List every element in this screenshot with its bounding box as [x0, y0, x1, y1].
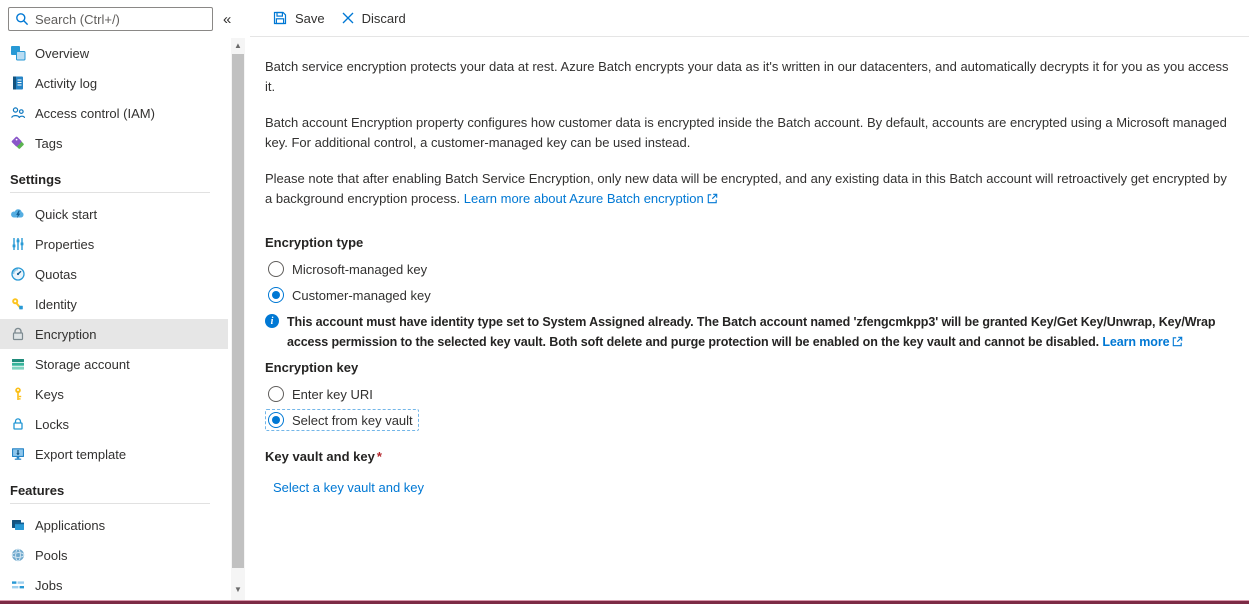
radio-label: Customer-managed key [292, 287, 431, 303]
sidebar-item-label: Pools [35, 547, 68, 563]
radio-circle-icon[interactable] [268, 412, 284, 428]
sidebar-item-label: Export template [35, 446, 127, 462]
external-link-icon [1172, 336, 1183, 347]
required-asterisk: * [376, 449, 382, 464]
radio-customer-managed-key[interactable] [265, 282, 1235, 308]
sidebar-item-quick-start[interactable] [0, 199, 228, 229]
learn-more-encryption-label: Learn more about Azure Batch encryption [463, 191, 704, 206]
bottom-crop-border [0, 600, 1249, 604]
section-divider [10, 503, 210, 504]
search-icon [15, 12, 29, 26]
overview-icon [10, 45, 26, 61]
note-text: Please note that after enabling Batch Service Encryption, only new data will be encrypted, and any existing data in this Batch account will retroactively get encrypted by a background encryption process. [265, 171, 1227, 206]
scrollbar-thumb[interactable] [232, 54, 244, 568]
sidebar-item-label: Keys [35, 386, 64, 402]
radio-enter-key-uri[interactable] [265, 381, 1235, 407]
sidebar-section-settings: Settings [10, 171, 62, 187]
sidebar-item-label: Properties [35, 236, 95, 252]
locks-icon [10, 416, 26, 432]
sidebar-item-label: Quotas [35, 266, 77, 282]
encryption-settings-content [250, 37, 1249, 497]
intro-paragraph-2: Batch account Encryption property configures how customer data is encrypted inside the Batch account. By default, accounts are encrypted using a Microsoft managed key. For additional control, a customer-managed key can be used instead. [265, 115, 1227, 150]
key-vault-label-text: Key vault and key [265, 449, 375, 464]
section-divider [10, 192, 210, 193]
radio-select-from-key-vault[interactable] [265, 407, 1235, 433]
intro-paragraph-1: Batch service encryption protects your data at rest. Azure Batch encrypts your data as it's written in our datacenters, and automatically decrypts it for you as you access it. [265, 59, 1229, 94]
search-box[interactable] [8, 7, 213, 31]
learn-more-encryption-link[interactable] [464, 191, 718, 206]
radio-option [265, 284, 437, 306]
activity-log-icon [10, 75, 26, 91]
sidebar-item-label: Applications [35, 517, 106, 533]
sidebar-item-label: Storage account [35, 356, 130, 372]
info-learn-more-label: Learn more [1102, 335, 1170, 349]
export-template-icon [10, 446, 26, 462]
discard-button[interactable] [341, 11, 406, 26]
quotas-icon [10, 266, 26, 282]
sidebar-item-label: Access control (IAM) [35, 105, 155, 121]
pools-icon [10, 547, 26, 563]
save-label: Save [295, 10, 325, 26]
storage-account-icon [10, 356, 26, 372]
sidebar [0, 0, 250, 604]
external-link-icon [707, 193, 718, 204]
sidebar-item-label: Encryption [35, 326, 97, 342]
sidebar-item-tags[interactable] [0, 128, 228, 158]
quick-start-icon [10, 206, 26, 222]
sidebar-item-label: Quick start [35, 206, 98, 222]
jobs-icon [10, 577, 26, 593]
info-learn-more-link[interactable] [1102, 335, 1183, 349]
sidebar-item-encryption[interactable] [0, 319, 228, 349]
scrollbar-down-arrow-icon[interactable]: ▼ [234, 584, 242, 594]
radio-label: Enter key URI [292, 386, 373, 402]
scrollbar-up-arrow-icon[interactable]: ▲ [234, 40, 242, 50]
radio-microsoft-managed-key[interactable] [265, 256, 1235, 282]
encryption-key-label: Encryption key [265, 360, 359, 375]
info-box-text [287, 312, 1235, 352]
sidebar-nav [0, 38, 228, 600]
radio-option [265, 258, 433, 280]
tags-icon [10, 135, 26, 151]
collapse-sidebar-button[interactable]: « [223, 10, 232, 28]
access-control-icon [10, 105, 26, 121]
sidebar-item-activity-log[interactable] [0, 68, 228, 98]
sidebar-item-applications[interactable] [0, 510, 228, 540]
encryption-type-label: Encryption type [265, 235, 364, 250]
sidebar-scrollbar[interactable] [231, 38, 245, 600]
save-button[interactable] [272, 10, 325, 26]
sidebar-item-quotas[interactable] [0, 259, 228, 289]
radio-option-focused [265, 409, 419, 431]
identity-info-box [265, 312, 1235, 352]
sidebar-item-label: Locks [35, 416, 69, 432]
command-bar [250, 0, 1249, 37]
radio-circle-icon[interactable] [268, 386, 284, 402]
sidebar-item-keys[interactable] [0, 379, 228, 409]
encryption-icon [10, 326, 26, 342]
info-icon: i [265, 314, 279, 328]
key-vault-and-key-label [265, 449, 1235, 464]
sidebar-item-pools[interactable] [0, 540, 228, 570]
sidebar-item-export-template[interactable] [0, 439, 228, 469]
applications-icon [10, 517, 26, 533]
save-icon [272, 10, 288, 26]
sidebar-item-label: Overview [35, 45, 90, 61]
radio-circle-icon[interactable] [268, 261, 284, 277]
sidebar-item-overview[interactable] [0, 38, 228, 68]
radio-label: Select from key vault [292, 412, 413, 428]
radio-label: Microsoft-managed key [292, 261, 428, 277]
radio-circle-icon[interactable] [268, 287, 284, 303]
sidebar-item-label: Activity log [35, 75, 98, 91]
select-key-vault-link[interactable]: Select a key vault and key [273, 480, 425, 495]
search-input[interactable] [35, 12, 206, 27]
sidebar-item-jobs[interactable] [0, 570, 228, 600]
sidebar-item-identity[interactable] [0, 289, 228, 319]
sidebar-section-features: Features [10, 482, 65, 498]
sidebar-item-access-control[interactable] [0, 98, 228, 128]
discard-icon [341, 11, 355, 25]
note-paragraph [265, 169, 1235, 209]
sidebar-item-label: Jobs [35, 577, 63, 593]
sidebar-item-storage-account[interactable] [0, 349, 228, 379]
sidebar-item-label: Identity [35, 296, 77, 312]
keys-icon [10, 386, 26, 402]
main-panel [250, 0, 1249, 604]
sidebar-search-row [0, 0, 250, 38]
sidebar-item-locks[interactable] [0, 409, 228, 439]
properties-icon [10, 236, 26, 252]
info-text-body: This account must have identity type set to System Assigned already. The Batch account named 'zfengcmkpp3' will be granted Key/Get Key/Unwrap, Key/Wrap access permission to the selected key vault. Both soft delete and purge protection will be enabled on the key vault and cannot be disabled. [287, 315, 1216, 349]
sidebar-item-label: Tags [35, 135, 63, 151]
sidebar-item-properties[interactable] [0, 229, 228, 259]
identity-icon [10, 296, 26, 312]
radio-option [265, 383, 379, 405]
discard-label: Discard [361, 10, 406, 26]
